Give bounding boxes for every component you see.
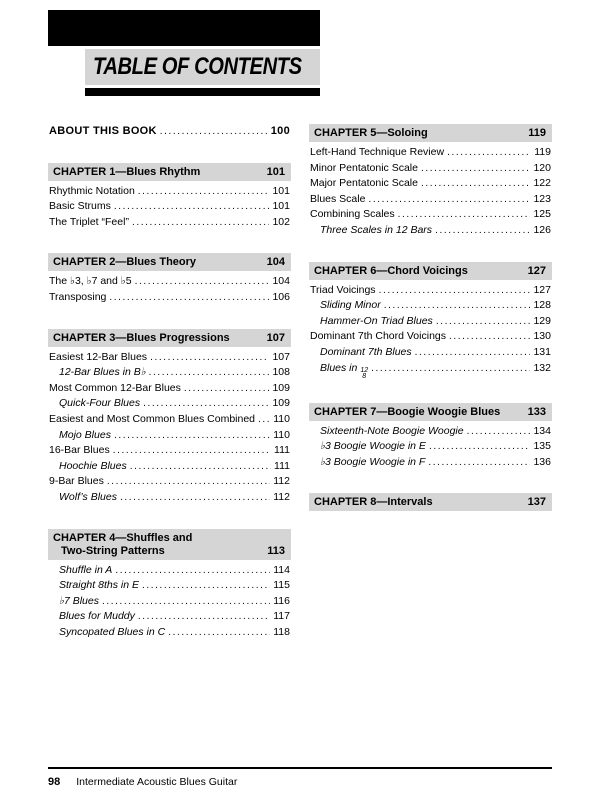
chapter-page-number: 104	[266, 256, 285, 269]
entry-page-number: 130	[533, 330, 551, 343]
dot-leader	[415, 345, 531, 361]
entry-page-number: 107	[272, 350, 290, 363]
entry-label: Wolf’s Blues	[59, 490, 117, 503]
masthead-top-bar	[48, 10, 320, 46]
chapter-block	[48, 529, 291, 641]
entry-page-number: 102	[272, 215, 290, 228]
toc-entry	[48, 274, 291, 290]
chapter-title	[314, 496, 433, 509]
dot-leader	[114, 199, 270, 215]
chapter-block	[309, 262, 552, 380]
chapter-title-line: CHAPTER 1—Blues Rhythm	[53, 165, 201, 178]
entry-label: Dominant 7th Chord Voicings	[310, 330, 446, 343]
entry-label: Three Scales in 12 Bars	[320, 223, 433, 236]
dot-leader	[467, 424, 531, 440]
chapter-title-line: CHAPTER 6—Chord Voicings	[314, 264, 468, 277]
entry-page-number: 126	[533, 223, 551, 236]
dot-leader	[421, 176, 530, 192]
toc-entry	[309, 207, 552, 223]
entry-label: Rhythmic Notation	[49, 184, 135, 197]
entry-page-number: 112	[273, 490, 290, 503]
entry-label: Most Common 12-Bar Blues	[49, 381, 181, 394]
entry-page-number: 132	[533, 361, 551, 374]
chapter-block	[48, 163, 291, 231]
front-matter-block	[48, 124, 291, 140]
entry-label: ♭3 Boogie Woogie in F	[320, 455, 426, 468]
dot-leader	[421, 161, 530, 177]
entry-page-number: 111	[274, 459, 290, 472]
entry-page-number: 129	[533, 314, 551, 327]
dot-leader	[132, 215, 270, 231]
dot-leader	[113, 443, 271, 459]
entry-label: ♭7 Blues	[59, 594, 99, 607]
footer-line	[48, 776, 552, 788]
toc-entry	[48, 578, 291, 594]
toc-entry	[309, 192, 552, 208]
toc-column-right	[309, 124, 552, 640]
masthead-bottom-bar	[85, 88, 320, 96]
entry-page-number: 127	[533, 283, 551, 296]
entry-page-number: 119	[534, 146, 551, 158]
entry-label: Blues for Muddy	[59, 610, 135, 623]
toc-entry	[309, 283, 552, 299]
entry-label: Easiest 12-Bar Blues	[49, 350, 148, 363]
entry-page-number: 118	[273, 625, 290, 638]
dot-leader	[115, 563, 270, 579]
entry-page-number: 123	[533, 192, 551, 205]
chapter-page-number: 107	[266, 331, 285, 344]
dot-leader	[436, 314, 531, 330]
time-signature-top: 12	[360, 366, 369, 374]
toc-entry	[48, 381, 291, 397]
dot-leader	[138, 184, 270, 200]
entry-page-number: 101	[272, 200, 290, 213]
chapter-title	[53, 256, 196, 269]
entry-label: Combining Scales	[310, 208, 395, 221]
toc-entry	[309, 439, 552, 455]
entry-page-number: 116	[273, 594, 290, 607]
entry-label: Blues Scale	[310, 192, 366, 205]
entry-page-number: 131	[533, 345, 551, 358]
entry-page-number: 136	[533, 455, 551, 468]
page-title: TABLE OF CONTENTS	[93, 53, 302, 80]
entry-page-number: 120	[533, 161, 551, 174]
chapter-header	[48, 163, 291, 181]
entry-page-number: 134	[533, 424, 551, 437]
entry-page-number: 104	[272, 275, 290, 288]
dot-leader	[435, 223, 530, 239]
entry-page-number: 106	[272, 290, 290, 303]
entry-page-number: 135	[533, 440, 551, 453]
dot-leader	[130, 459, 271, 475]
toc-entry	[309, 161, 552, 177]
entry-label: Triad Voicings	[310, 283, 376, 296]
chapter-header	[309, 403, 552, 421]
dot-leader	[428, 455, 530, 471]
toc-entry	[309, 298, 552, 314]
toc-entry	[48, 459, 291, 475]
chapter-header	[48, 329, 291, 347]
entry-label: ABOUT THIS BOOK	[49, 125, 157, 137]
entry-page-number: 128	[533, 299, 551, 312]
time-signature	[360, 368, 368, 381]
chapter-block	[309, 403, 552, 471]
chapter-title-line: CHAPTER 8—Intervals	[314, 496, 433, 509]
dot-leader	[384, 298, 531, 314]
entry-label: Minor Pentatonic Scale	[310, 161, 418, 174]
entry-label: Easiest and Most Common Blues Combined	[49, 412, 256, 425]
dot-leader	[138, 609, 270, 625]
chapter-title-line: Two-String Patterns	[61, 544, 165, 557]
toc-entry	[48, 490, 291, 506]
toc-entry	[309, 329, 552, 345]
toc-entry	[309, 145, 552, 161]
entry-label: 12-Bar Blues in B♭	[59, 366, 146, 379]
toc-entry	[309, 361, 552, 380]
entry-page-number: 109	[272, 397, 290, 410]
chapter-block	[48, 329, 291, 506]
chapter-header	[309, 262, 552, 280]
entry-page-number: 101	[272, 184, 290, 197]
chapter-title	[314, 265, 468, 278]
toc-columns	[48, 124, 552, 640]
toc-entry	[48, 124, 291, 140]
chapter-title	[53, 532, 192, 558]
toc-entry	[309, 345, 552, 361]
dot-leader	[107, 474, 270, 490]
footer-rule	[48, 767, 552, 769]
chapter-header	[48, 253, 291, 271]
dot-leader	[449, 329, 530, 345]
entry-label: Basic Strums	[49, 200, 111, 213]
chapter-page-number: 101	[266, 165, 285, 178]
toc-entry	[48, 365, 291, 381]
toc-entry	[48, 428, 291, 444]
toc-entry	[48, 215, 291, 231]
dot-leader	[160, 124, 268, 140]
entry-label: Dominant 7th Blues	[320, 345, 412, 358]
entry-page-number: 111	[274, 444, 290, 457]
chapter-title-line: CHAPTER 5—Soloing	[314, 127, 428, 139]
entry-label: ♭3 Boogie Woogie in E	[320, 440, 426, 453]
entry-label: Syncopated Blues in C	[59, 625, 166, 638]
masthead	[48, 10, 320, 96]
chapter-block	[309, 493, 552, 511]
entry-page-number: 117	[273, 610, 290, 623]
dot-leader	[143, 396, 269, 412]
title-strip	[85, 49, 320, 85]
dot-leader	[429, 439, 531, 455]
dot-leader	[447, 145, 531, 161]
footer-page-number: 98	[48, 776, 61, 788]
dot-leader	[379, 283, 531, 299]
toc-entry	[309, 424, 552, 440]
toc-entry	[48, 184, 291, 200]
toc-entry	[48, 396, 291, 412]
entry-page-number: 125	[533, 208, 551, 221]
chapter-title	[53, 166, 200, 179]
chapter-page-number: 119	[528, 127, 546, 139]
chapter-block	[48, 253, 291, 305]
toc-entry	[48, 609, 291, 625]
dot-leader	[258, 412, 270, 428]
dot-leader	[109, 290, 269, 306]
toc-entry	[48, 443, 291, 459]
entry-label: Major Pentatonic Scale	[310, 177, 418, 190]
entry-label: Straight 8ths in E	[59, 579, 139, 592]
toc-entry	[48, 412, 291, 428]
entry-label: Transposing	[49, 290, 107, 303]
dot-leader	[371, 361, 530, 377]
entry-label: 9-Bar Blues	[49, 475, 104, 488]
dot-leader	[142, 578, 270, 594]
chapter-header	[309, 493, 552, 511]
entry-page-number: 110	[273, 412, 290, 425]
entry-label: Quick-Four Blues	[59, 397, 141, 410]
entry-label: Sliding Minor	[320, 299, 381, 312]
toc-entry	[48, 199, 291, 215]
time-signature-bottom: 8	[362, 373, 367, 381]
toc-entry	[48, 563, 291, 579]
entry-page-number: 100	[270, 125, 290, 137]
entry-label: Mojo Blues	[59, 428, 111, 441]
dot-leader	[150, 350, 269, 366]
entry-label: The Triplet “Feel”	[49, 215, 129, 228]
toc-entry	[48, 594, 291, 610]
entry-label: Sixteenth-Note Boogie Woogie	[320, 424, 464, 437]
dot-leader	[149, 365, 270, 381]
chapter-page-number: 133	[527, 405, 546, 418]
chapter-title-line: CHAPTER 2—Blues Theory	[53, 256, 197, 269]
chapter-page-number: 137	[527, 496, 546, 509]
dot-leader	[120, 490, 270, 506]
toc-entry	[309, 314, 552, 330]
entry-label: Hoochie Blues	[59, 459, 127, 472]
entry-page-number: 109	[272, 381, 290, 394]
toc-column-left	[48, 124, 291, 640]
entry-page-number: 114	[273, 563, 290, 576]
entry-label: The ♭3, ♭7 and ♭5	[49, 275, 132, 288]
chapter-header	[48, 529, 291, 560]
chapter-title	[314, 127, 428, 140]
toc-entry	[48, 625, 291, 641]
footer-book-title: Intermediate Acoustic Blues Guitar	[76, 776, 238, 788]
page-footer	[48, 767, 552, 788]
chapter-header	[309, 124, 552, 142]
chapter-title-line: CHAPTER 7—Boogie Woogie Blues	[314, 405, 501, 418]
toc-entry	[48, 350, 291, 366]
entry-page-number: 112	[273, 475, 290, 488]
toc-entry	[309, 455, 552, 471]
chapter-page-number: 113	[267, 544, 285, 557]
chapter-title-line: CHAPTER 4—Shuffles and	[53, 531, 193, 544]
dot-leader	[368, 192, 530, 208]
entry-label: Hammer-On Triad Blues	[320, 314, 433, 327]
chapter-block	[309, 124, 552, 239]
chapter-title-line: CHAPTER 3—Blues Progressions	[53, 331, 230, 344]
entry-label: Left-Hand Technique Review	[310, 146, 445, 158]
dot-leader	[135, 274, 270, 290]
chapter-title	[53, 332, 230, 345]
entry-page-number: 115	[273, 579, 290, 592]
dot-leader	[398, 207, 531, 223]
entry-label: Shuffle in A	[59, 563, 113, 576]
dot-leader	[114, 428, 270, 444]
entry-page-number: 110	[273, 428, 290, 441]
toc-entry	[309, 223, 552, 239]
entry-label: Blues in	[320, 361, 358, 374]
dot-leader	[168, 625, 270, 641]
chapter-page-number: 127	[527, 264, 546, 277]
toc-entry	[48, 290, 291, 306]
entry-page-number: 122	[533, 177, 551, 190]
toc-entry	[48, 474, 291, 490]
chapter-title	[314, 406, 500, 419]
entry-page-number: 108	[272, 366, 290, 379]
dot-leader	[184, 381, 270, 397]
dot-leader	[102, 594, 270, 610]
entry-label: 16-Bar Blues	[49, 444, 110, 457]
toc-entry	[309, 176, 552, 192]
